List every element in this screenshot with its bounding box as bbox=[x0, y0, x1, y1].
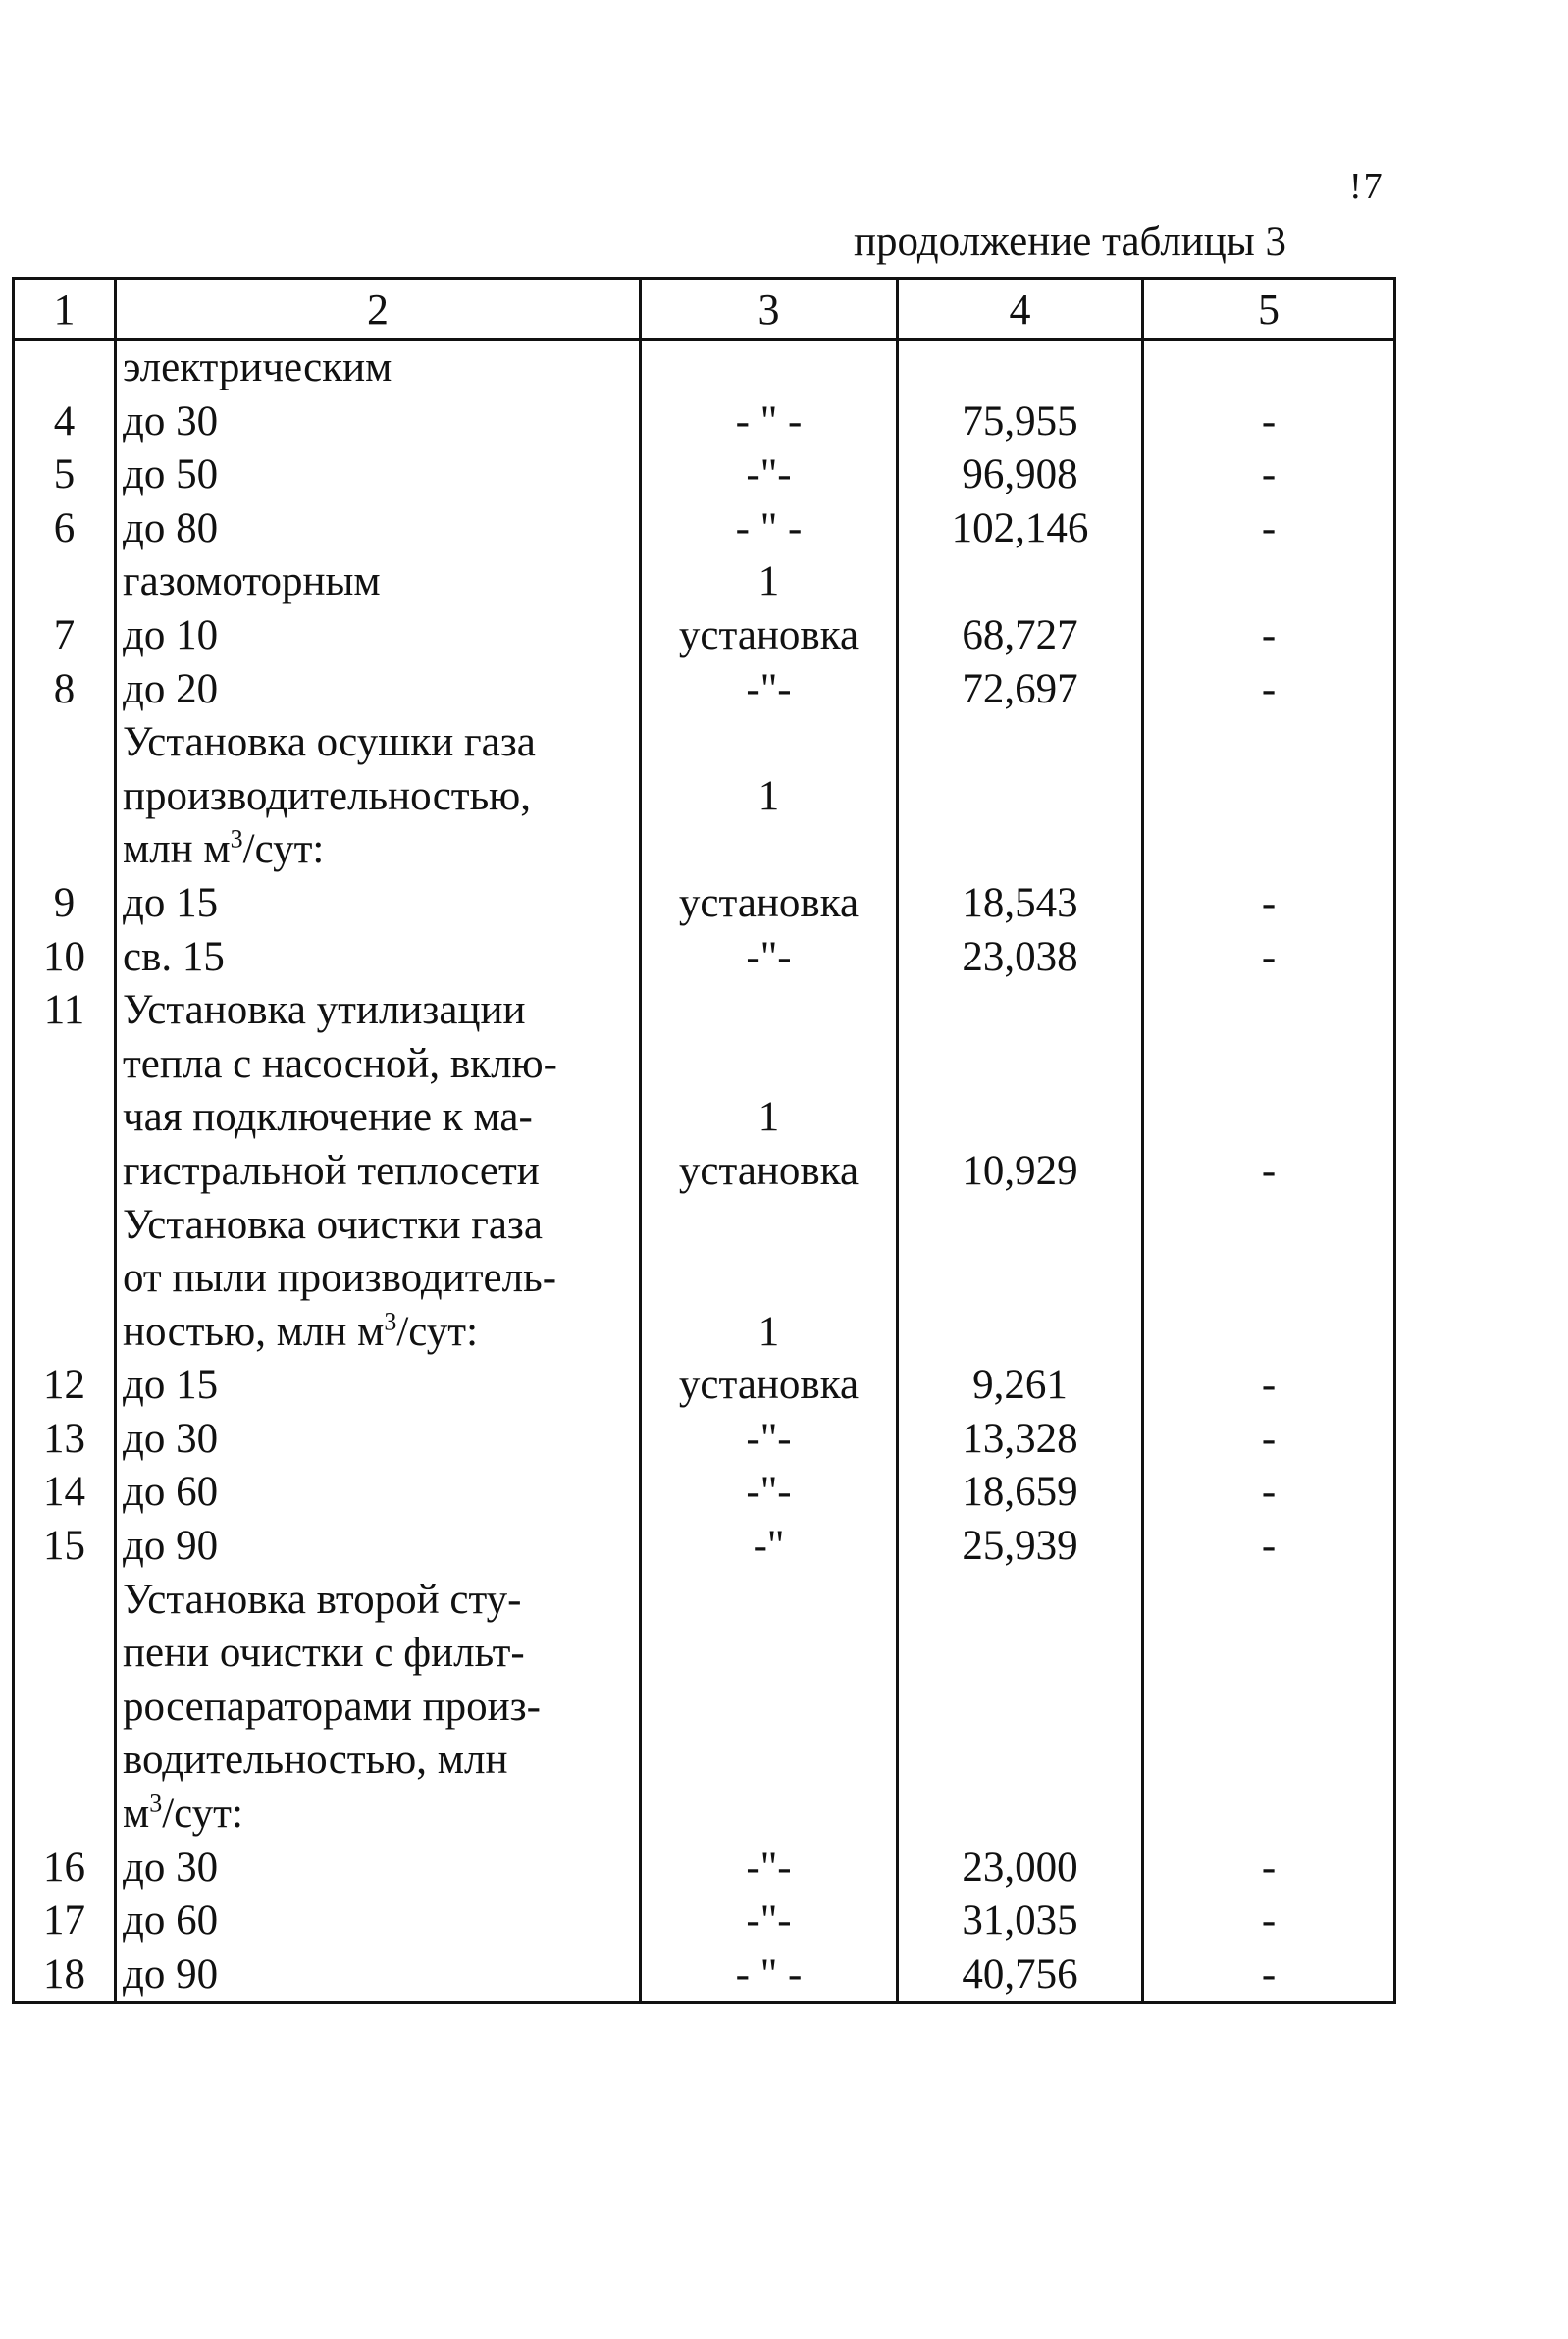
value-cell bbox=[898, 984, 1143, 1038]
unit-cell bbox=[641, 1681, 898, 1735]
row-number-cell: 18 bbox=[14, 1949, 116, 2003]
row-number-cell: 5 bbox=[14, 448, 116, 502]
item-name-cell: до 15 bbox=[116, 1359, 641, 1413]
column5-cell bbox=[1143, 1091, 1395, 1145]
value-cell: 23,038 bbox=[898, 931, 1143, 985]
table-row bbox=[14, 1145, 1395, 1199]
row-number-cell: 7 bbox=[14, 609, 116, 663]
table-row bbox=[14, 1306, 1395, 1360]
column-header: 3 bbox=[641, 279, 898, 340]
column5-cell bbox=[1143, 1574, 1395, 1628]
row-number-cell bbox=[14, 340, 116, 395]
table-row bbox=[14, 1520, 1395, 1574]
table-row bbox=[14, 1895, 1395, 1949]
value-cell bbox=[898, 1038, 1143, 1092]
row-number-cell: 14 bbox=[14, 1466, 116, 1520]
table-row bbox=[14, 1252, 1395, 1306]
row-number-cell: 17 bbox=[14, 1895, 116, 1949]
table-row bbox=[14, 395, 1395, 449]
item-name-cell: до 50 bbox=[116, 448, 641, 502]
value-cell bbox=[898, 770, 1143, 824]
unit-cell bbox=[641, 716, 898, 770]
item-name-cell: Установка утилизации bbox=[116, 984, 641, 1038]
table-row bbox=[14, 1574, 1395, 1628]
column5-cell bbox=[1143, 1306, 1395, 1360]
row-number-cell: 4 bbox=[14, 395, 116, 449]
item-name-cell: пени очистки с фильт- bbox=[116, 1627, 641, 1681]
column5-cell bbox=[1143, 1038, 1395, 1092]
unit-cell: -"- bbox=[641, 931, 898, 985]
value-cell bbox=[898, 823, 1143, 877]
column5-cell: - bbox=[1143, 1842, 1395, 1896]
row-number-cell: 6 bbox=[14, 502, 116, 556]
row-number-cell: 12 bbox=[14, 1359, 116, 1413]
item-name-cell: от пыли производитель- bbox=[116, 1252, 641, 1306]
column5-cell bbox=[1143, 716, 1395, 770]
value-cell bbox=[898, 1788, 1143, 1842]
item-name-cell: до 30 bbox=[116, 395, 641, 449]
value-cell: 96,908 bbox=[898, 448, 1143, 502]
unit-cell: установка bbox=[641, 877, 898, 931]
column5-cell: - bbox=[1143, 1949, 1395, 2003]
value-cell: 9,261 bbox=[898, 1359, 1143, 1413]
item-name-cell: до 20 bbox=[116, 663, 641, 717]
item-name-text: м bbox=[123, 1791, 150, 1838]
value-cell: 75,955 bbox=[898, 395, 1143, 449]
column-header: 1 bbox=[14, 279, 116, 340]
row-number-cell bbox=[14, 770, 116, 824]
table-row bbox=[14, 1949, 1395, 2003]
unit-cell: -" bbox=[641, 1520, 898, 1574]
column5-cell bbox=[1143, 823, 1395, 877]
item-name-cell: до 90 bbox=[116, 1949, 641, 2003]
column5-cell: - bbox=[1143, 1466, 1395, 1520]
superscript: 3 bbox=[384, 1307, 397, 1336]
value-cell bbox=[898, 1199, 1143, 1253]
column5-cell bbox=[1143, 1734, 1395, 1788]
item-name-cell: до 90 bbox=[116, 1520, 641, 1574]
column5-cell: - bbox=[1143, 1145, 1395, 1199]
value-cell bbox=[898, 1734, 1143, 1788]
column-header: 2 bbox=[116, 279, 641, 340]
column5-cell bbox=[1143, 555, 1395, 609]
unit-cell bbox=[641, 984, 898, 1038]
row-number-cell: 16 bbox=[14, 1842, 116, 1896]
row-number-cell bbox=[14, 1145, 116, 1199]
column5-cell bbox=[1143, 1199, 1395, 1253]
row-number-cell bbox=[14, 1788, 116, 1842]
unit-cell: -"- bbox=[641, 1895, 898, 1949]
table-body bbox=[14, 340, 1395, 2003]
value-cell bbox=[898, 716, 1143, 770]
row-number-cell bbox=[14, 1681, 116, 1735]
value-cell bbox=[898, 1091, 1143, 1145]
unit-cell: -"- bbox=[641, 663, 898, 717]
data-table bbox=[12, 277, 1396, 2004]
row-number-cell bbox=[14, 1038, 116, 1092]
unit-cell bbox=[641, 1252, 898, 1306]
table-row bbox=[14, 1681, 1395, 1735]
unit-cell bbox=[641, 1038, 898, 1092]
value-cell bbox=[898, 1306, 1143, 1360]
item-name-cell bbox=[116, 1306, 641, 1360]
item-name-cell bbox=[116, 823, 641, 877]
column5-cell: - bbox=[1143, 609, 1395, 663]
item-name-cell: производительностью, bbox=[116, 770, 641, 824]
table-row bbox=[14, 931, 1395, 985]
row-number-cell bbox=[14, 1306, 116, 1360]
item-name-cell bbox=[116, 1788, 641, 1842]
table-continuation-label: продолжение таблицы 3 bbox=[854, 219, 1286, 265]
page-number: !7 bbox=[1349, 166, 1385, 207]
table-row bbox=[14, 502, 1395, 556]
table-row bbox=[14, 555, 1395, 609]
unit-cell bbox=[641, 1788, 898, 1842]
value-cell: 72,697 bbox=[898, 663, 1143, 717]
item-name-cell: гистральной теплосети bbox=[116, 1145, 641, 1199]
value-cell: 18,659 bbox=[898, 1466, 1143, 1520]
column5-cell: - bbox=[1143, 1359, 1395, 1413]
item-name-cell: водительностью, млн bbox=[116, 1734, 641, 1788]
column5-cell: - bbox=[1143, 1520, 1395, 1574]
item-name-cell: Установка осушки газа bbox=[116, 716, 641, 770]
superscript: 3 bbox=[230, 825, 243, 855]
row-number-cell bbox=[14, 1574, 116, 1628]
column5-cell: - bbox=[1143, 448, 1395, 502]
row-number-cell bbox=[14, 1252, 116, 1306]
unit-cell: -"- bbox=[641, 448, 898, 502]
value-cell: 40,756 bbox=[898, 1949, 1143, 2003]
item-name-cell: св. 15 bbox=[116, 931, 641, 985]
value-cell: 18,543 bbox=[898, 877, 1143, 931]
row-number-cell: 13 bbox=[14, 1413, 116, 1467]
item-name-cell: росепараторами произ- bbox=[116, 1681, 641, 1735]
item-name-cell: до 80 bbox=[116, 502, 641, 556]
item-name-cell: до 15 bbox=[116, 877, 641, 931]
item-name-cell: до 10 bbox=[116, 609, 641, 663]
row-number-cell: 8 bbox=[14, 663, 116, 717]
table-row bbox=[14, 340, 1395, 395]
value-cell bbox=[898, 340, 1143, 395]
row-number-cell bbox=[14, 823, 116, 877]
table-row bbox=[14, 1842, 1395, 1896]
item-name-cell: Установка второй сту- bbox=[116, 1574, 641, 1628]
item-name-cell: электрическим bbox=[116, 340, 641, 395]
item-name-suffix: /сут: bbox=[396, 1308, 479, 1355]
value-cell: 10,929 bbox=[898, 1145, 1143, 1199]
column-header: 4 bbox=[898, 279, 1143, 340]
value-cell: 31,035 bbox=[898, 1895, 1143, 1949]
unit-cell bbox=[641, 340, 898, 395]
value-cell bbox=[898, 1252, 1143, 1306]
column5-cell bbox=[1143, 1252, 1395, 1306]
row-number-cell bbox=[14, 1091, 116, 1145]
item-name-text: млн м bbox=[123, 826, 231, 873]
unit-cell: -"- bbox=[641, 1466, 898, 1520]
value-cell: 25,939 bbox=[898, 1520, 1143, 1574]
unit-cell: -"- bbox=[641, 1842, 898, 1896]
unit-cell: 1 bbox=[641, 1091, 898, 1145]
column5-cell: - bbox=[1143, 663, 1395, 717]
unit-cell bbox=[641, 823, 898, 877]
unit-cell: установка bbox=[641, 1145, 898, 1199]
item-name-cell: до 60 bbox=[116, 1466, 641, 1520]
table-row bbox=[14, 716, 1395, 770]
table-row bbox=[14, 1199, 1395, 1253]
unit-cell bbox=[641, 1574, 898, 1628]
column5-cell bbox=[1143, 1627, 1395, 1681]
column5-cell bbox=[1143, 1788, 1395, 1842]
unit-cell: 1 bbox=[641, 555, 898, 609]
column5-cell bbox=[1143, 1681, 1395, 1735]
value-cell: 23,000 bbox=[898, 1842, 1143, 1896]
column5-cell: - bbox=[1143, 877, 1395, 931]
item-name-cell: Установка очистки газа bbox=[116, 1199, 641, 1253]
row-number-cell: 15 bbox=[14, 1520, 116, 1574]
value-cell bbox=[898, 1627, 1143, 1681]
item-name-cell: до 30 bbox=[116, 1842, 641, 1896]
unit-cell: установка bbox=[641, 1359, 898, 1413]
table-row bbox=[14, 1788, 1395, 1842]
item-name-cell: тепла с насосной, вклю- bbox=[116, 1038, 641, 1092]
table-row bbox=[14, 1734, 1395, 1788]
table-row bbox=[14, 877, 1395, 931]
value-cell bbox=[898, 1681, 1143, 1735]
unit-cell: -"- bbox=[641, 1413, 898, 1467]
table-row bbox=[14, 823, 1395, 877]
table-header-row bbox=[14, 279, 1395, 340]
unit-cell: - " - bbox=[641, 395, 898, 449]
table-row bbox=[14, 448, 1395, 502]
unit-cell: - " - bbox=[641, 502, 898, 556]
item-name-cell: до 30 bbox=[116, 1413, 641, 1467]
column5-cell bbox=[1143, 340, 1395, 395]
column5-cell bbox=[1143, 770, 1395, 824]
table-row bbox=[14, 1091, 1395, 1145]
value-cell: 102,146 bbox=[898, 502, 1143, 556]
superscript: 3 bbox=[149, 1789, 163, 1818]
unit-cell bbox=[641, 1199, 898, 1253]
item-name-suffix: /сут: bbox=[242, 826, 325, 873]
item-name-text: ностью, млн м bbox=[123, 1308, 385, 1355]
row-number-cell: 11 bbox=[14, 984, 116, 1038]
unit-cell: установка bbox=[641, 609, 898, 663]
column5-cell: - bbox=[1143, 502, 1395, 556]
row-number-cell: 9 bbox=[14, 877, 116, 931]
column5-cell: - bbox=[1143, 1413, 1395, 1467]
row-number-cell: 10 bbox=[14, 931, 116, 985]
table-row bbox=[14, 609, 1395, 663]
value-cell: 68,727 bbox=[898, 609, 1143, 663]
column5-cell: - bbox=[1143, 395, 1395, 449]
unit-cell: - " - bbox=[641, 1949, 898, 2003]
unit-cell: 1 bbox=[641, 770, 898, 824]
value-cell: 13,328 bbox=[898, 1413, 1143, 1467]
unit-cell: 1 bbox=[641, 1306, 898, 1360]
item-name-cell: до 60 bbox=[116, 1895, 641, 1949]
table-row bbox=[14, 770, 1395, 824]
table-row bbox=[14, 663, 1395, 717]
column5-cell bbox=[1143, 984, 1395, 1038]
row-number-cell bbox=[14, 716, 116, 770]
item-name-cell: чая подключение к ма- bbox=[116, 1091, 641, 1145]
column5-cell: - bbox=[1143, 1895, 1395, 1949]
row-number-cell bbox=[14, 1199, 116, 1253]
value-cell bbox=[898, 1574, 1143, 1628]
table-row bbox=[14, 984, 1395, 1038]
table-row bbox=[14, 1627, 1395, 1681]
table-row bbox=[14, 1413, 1395, 1467]
unit-cell bbox=[641, 1734, 898, 1788]
value-cell bbox=[898, 555, 1143, 609]
table-row bbox=[14, 1359, 1395, 1413]
unit-cell bbox=[641, 1627, 898, 1681]
table-row bbox=[14, 1038, 1395, 1092]
item-name-suffix: /сут: bbox=[162, 1791, 243, 1838]
column5-cell: - bbox=[1143, 931, 1395, 985]
item-name-cell: газомоторным bbox=[116, 555, 641, 609]
row-number-cell bbox=[14, 1627, 116, 1681]
table-row bbox=[14, 1466, 1395, 1520]
row-number-cell bbox=[14, 555, 116, 609]
row-number-cell bbox=[14, 1734, 116, 1788]
column-header: 5 bbox=[1143, 279, 1395, 340]
